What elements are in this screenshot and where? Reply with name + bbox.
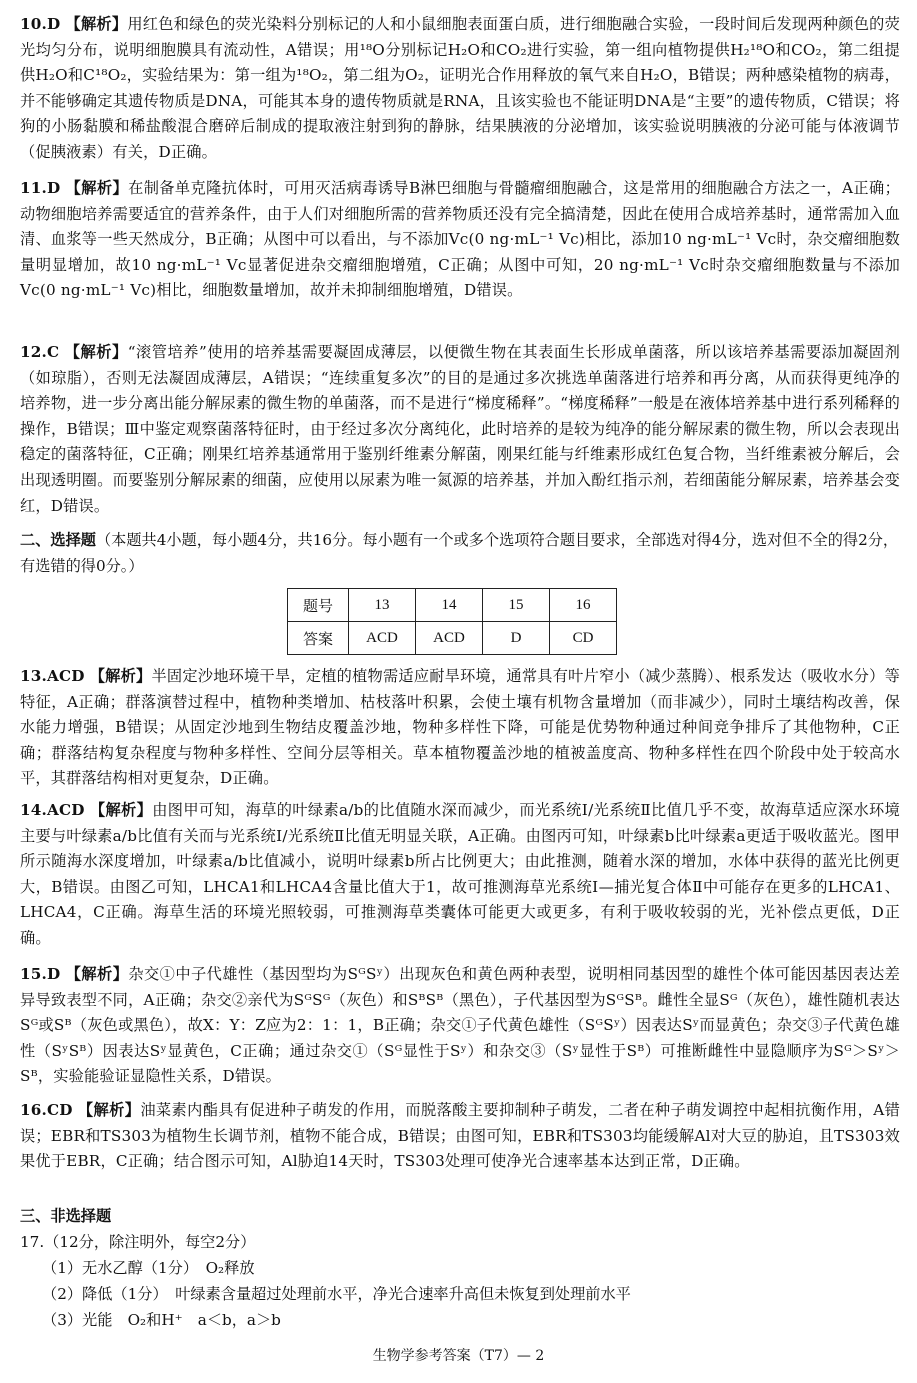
answer-q10 [20,12,900,166]
q11-number: 11.D [20,179,61,197]
cell-answer: ACD [416,622,483,655]
q14-number: 14.ACD [20,801,85,819]
q17-answer-2: （2）降低（1分） 叶绿素含量超过处理前水平，净光合速率升高但未恢复到处理前水平 [42,1285,631,1303]
cell-number: 16 [550,589,617,622]
answer-q16 [20,1098,900,1175]
cell-number: 15 [483,589,550,622]
q17-header: 17.（12分，除注明外，每空2分） [20,1233,256,1251]
page-footer: 生物学参考答案（T7）— 2 [372,1348,545,1364]
answer-q11 [20,176,900,304]
section-2-heading [20,528,900,579]
row-label-number: 题号 [288,589,349,622]
q16-tag: 【解析】 [77,1101,141,1119]
q12-number: 12.C [20,343,60,361]
cell-answer: CD [550,622,617,655]
q16-number: 16.CD [20,1101,73,1119]
section-3-heading [20,1204,900,1230]
q17-answer-1: （1）无水乙醇（1分） O₂释放 [42,1259,255,1277]
answer-q14 [20,798,900,952]
q11-tag: 【解析】 [65,179,129,197]
section-3-title: 三、非选择题 [20,1207,112,1225]
cell-number: 13 [349,589,416,622]
q15-tag: 【解析】 [65,965,129,983]
cell-answer: D [483,622,550,655]
q17-answer-3: （3）光能 O₂和H⁺ a＜b，a＞b [42,1311,281,1329]
answer-q12 [20,340,900,519]
section-2-title: 二、选择题 [20,531,96,549]
q13-number: 13.ACD [20,667,85,685]
q10-tag: 【解析】 [65,15,128,33]
q13-tag: 【解析】 [89,667,152,685]
cell-answer: ACD [349,622,416,655]
table-row [288,622,617,655]
q10-text: 用红色和绿色的荧光染料分别标记的人和小鼠细胞表面蛋白质，进行细胞融合实验，一段时间后发现两种颜色的荧光均匀分布，说明细胞膜具有流动性，A错误；用¹⁸O分别标记H₂O和CO₂进行实验，第一组向植物提供H₂¹⁸O和CO₂，第二组提供H₂O和C¹⁸O₂，实验结果为：第一组为¹⁸O₂，第二组为O₂，证明光合作用释放的氧气来自H₂O，B错误；两种感染植物的病毒，并不能够确定其遗传物质是DNA，可能其本身的遗传物质就是RNA，且该实验也不能证明DNA是“主要”的遗传物质，C错误；将狗的小肠黏膜和稀盐酸混合磨碎后制成的提取液注射到狗的静脉，结果胰液的分泌增加，该实验说明胰液的分泌可能与体液调节（促胰液素）有关，D正确。 [20,15,901,161]
section-2-desc: （本题共4小题，每小题4分，共16分。每小题有一个或多个选项符合题目要求，全部选对得4分，选对但不全的得2分，有选错的得0分。） [20,531,899,575]
q12-text: “滚管培养”使用的培养基需要凝固成薄层，以便微生物在其表面生长形成单菌落，所以该培养基需要添加凝固剂（如琼脂），否则无法凝固成薄层，A错误；“连续重复多次”的目的是通过多次挑选单菌落进行培养和再分离，从而获得更纯净的培养物，进一步分离出能分解尿素的微生物的单菌落，而不是进行“梯度稀释”。“梯度稀释”一般是在液体培养基中进行系列稀释的操作，B错误；Ⅲ中鉴定观察菌落特征时，由于经过多次分离纯化，此时培养的是较为纯净的能分解尿素的微生物，所以会表现出稳定的菌落特征，C正确；刚果红培养基通常用于鉴别纤维素分解菌，刚果红能与纤维素形成红色复合物，当纤维素被分解后，会出现透明圈。而要鉴别分解尿素的细菌，应使用以尿素为唯一氮源的培养基，并加入酚红指示剂，若细菌能分解尿素，培养基会变红，D错误。 [20,343,900,515]
q14-tag: 【解析】 [89,801,153,819]
q15-text: 杂交①中子代雄性（基因型均为SᴳSʸ）出现灰色和黄色两种表型，说明相同基因型的雄性个体可能因基因表达差异导致表型不同，A正确；杂交②亲代为SᴳSᴳ（灰色）和SᴮSᴮ（黑色），子代基因型为SᴳSᴮ。雌性全显Sᴳ（灰色），雄性随机表达Sᴳ或Sᴮ（灰色或黑色），故X：Y：Z应为2：1：1，B正确；杂交①子代黄色雄性（SᴳSʸ）因表达Sʸ而显黄色；杂交③子代黄色雄性（SʸSᴮ）因表达Sʸ显黄色，C正确；通过杂交①（Sᴳ显性于Sʸ）和杂交③（Sʸ显性于Sᴮ）可推断雌性中显隐顺序为Sᴳ＞Sʸ＞Sᴮ，实验能验证显隐性关系，D错误。 [20,965,901,1086]
table-row [288,589,617,622]
answer-key-table [287,588,617,655]
row-label-answer: 答案 [288,622,349,655]
q12-tag: 【解析】 [64,343,128,361]
q14-text: 由图甲可知，海草的叶绿素a/b的比值随水深而减少，而光系统Ⅰ/光系统Ⅱ比值几乎不变，故海草适应深水环境主要与叶绿素a/b比值有关而与光系统Ⅰ/光系统Ⅱ比值无明显关联，A正确。由图丙可知，叶绿素b比叶绿素a更适于吸收蓝光。图甲所示随海水深度增加，叶绿素a/b比值减小，说明叶绿素b所占比例更大；由此推测，随着水深的增加，水体中获得的蓝光比例更大，B错误。由图乙可知，LHCA1和LHCA4含量比值大于1，故可推测海草光系统Ⅰ—捕光复合体Ⅱ中可能存在更多的LHCA1、LHCA4，C正确。海草生活的环境光照较弱，可推测海草类囊体可能更大或更多，有利于吸收较弱的光，光补偿点更低，D正确。 [20,801,900,947]
cell-number: 14 [416,589,483,622]
answer-q13 [20,664,900,792]
q16-text: 油菜素内酯具有促进种子萌发的作用，而脱落酸主要抑制种子萌发，二者在种子萌发调控中起相抗衡作用，A错误；EBR和TS303为植物生长调节剂，植物不能合成，B错误；由图可知，EBR和TS303均能缓解Al对大豆的胁迫，且TS303效果优于EBR，C正确；结合图示可知，Al胁迫14天时，TS303处理可使净光合速率基本达到正常，D正确。 [20,1101,900,1171]
q15-number: 15.D [20,965,61,983]
q13-text: 半固定沙地环境干旱，定植的植物需适应耐旱环境，通常具有叶片窄小（减少蒸腾）、根系发达（吸收水分）等特征，A正确；群落演替过程中，植物种类增加、枯枝落叶积累，会使土壤有机物含量增加（而非减少），同时土壤结构改善，保水能力增强，B错误；从固定沙地到生物结皮覆盖沙地，物种多样性下降，可能是优势物种通过种间竞争排斥了其他物种，C正确；群落结构复杂程度与物种多样性、空间分层等相关。草本植物覆盖沙地的植被盖度高、物种多样性在四个阶段中处于较高水平，其群落结构相对更复杂，D正确。 [20,667,900,788]
q11-text: 在制备单克隆抗体时，可用灭活病毒诱导B淋巴细胞与骨髓瘤细胞融合，这是常用的细胞融合方法之一，A正确；动物细胞培养需要适宜的营养条件，由于人们对细胞所需的营养物质还没有完全搞清楚，因此在使用合成培养基时，通常需加入血清、血浆等一些天然成分，B正确；从图中可以看出，与不添加Vc(0 ng·mL⁻¹ Vc)相比，添加10 ng·mL⁻¹ Vc时，杂交瘤细胞数量明显增加，故10 ng·mL⁻¹ Vc显著促进杂交瘤细胞增殖，C正确；从图中可知，20 ng·mL⁻¹ Vc时杂交瘤细胞数量与不添加Vc(0 ng·mL⁻¹ Vc)相比，细胞数量增加，故并未抑制细胞增殖，D错误。 [20,179,900,300]
answer-q15 [20,962,900,1090]
q10-number: 10.D [20,15,61,33]
